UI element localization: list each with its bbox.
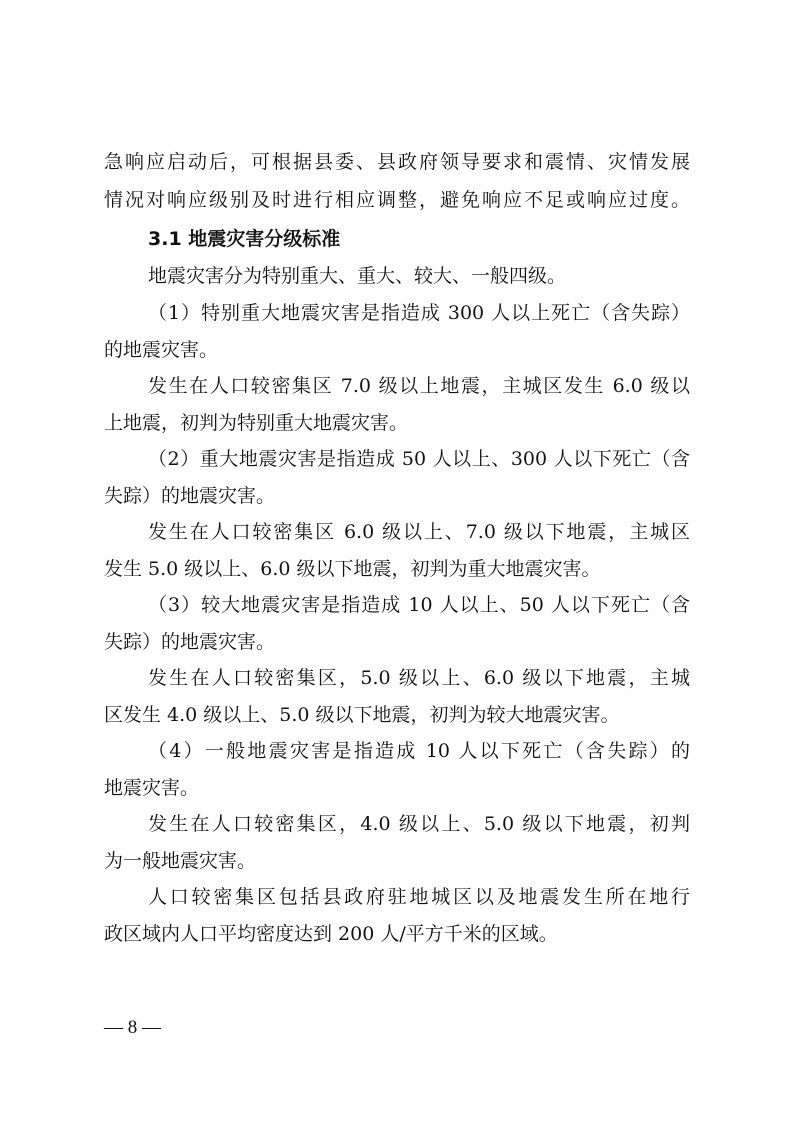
paragraph-line: 急响应启动后，可根据县委、县政府领导要求和震情、灾情发展 xyxy=(104,151,690,173)
paragraph-line: 地震灾害。 xyxy=(104,777,200,799)
paragraph-line: 发生在人口较密集区，4.0 级以上、5.0 级以下地震，初判 xyxy=(148,813,690,835)
paragraph-line: 政区域内人口平均密度达到 200 人/平方千米的区域。 xyxy=(104,923,558,945)
paragraph-line: 发生在人口较密集区 7.0 级以上地震，主城区发生 6.0 级以 xyxy=(148,375,690,397)
paragraph-line: 区发生 4.0 级以上、5.0 级以下地震，初判为较大地震灾害。 xyxy=(104,704,620,726)
paragraph-line: 人口较密集区包括县政府驻地城区以及地震发生所在地行 xyxy=(148,886,690,908)
paragraph-line: 发生在人口较密集区，5.0 级以上、6.0 级以下地震，主城 xyxy=(148,667,690,689)
page-number: — 8 — xyxy=(104,1017,161,1038)
paragraph-line: 上地震，初判为特别重大地震灾害。 xyxy=(104,412,409,434)
paragraph-line: 失踪）的地震灾害。 xyxy=(104,485,276,507)
section-heading: 3.1 地震灾害分级标准 xyxy=(148,228,341,250)
paragraph-line: 发生 5.0 级以上、6.0 级以下地震，初判为重大地震灾害。 xyxy=(104,558,601,580)
paragraph-line: （4）一般地震灾害是指造成 10 人以下死亡（含失踪）的 xyxy=(148,740,690,762)
paragraph-line: 发生在人口较密集区 6.0 级以上、7.0 级以下地震，主城区 xyxy=(148,521,690,543)
paragraph-line: 地震灾害分为特别重大、重大、较大、一般四级。 xyxy=(148,265,567,287)
paragraph-line: （2）重大地震灾害是指造成 50 人以上、300 人以下死亡（含 xyxy=(148,448,690,470)
paragraph-line: 情况对响应级别及时进行相应调整，避免响应不足或响应过度。 xyxy=(104,189,690,211)
paragraph-line: 失踪）的地震灾害。 xyxy=(104,631,276,653)
paragraph-line: （1）特别重大地震灾害是指造成 300 人以上死亡（含失踪） xyxy=(148,302,690,324)
paragraph-line: （3）较大地震灾害是指造成 10 人以上、50 人以下死亡（含 xyxy=(148,594,690,616)
paragraph-line: 的地震灾害。 xyxy=(104,339,219,361)
paragraph-line: 为一般地震灾害。 xyxy=(104,850,257,872)
